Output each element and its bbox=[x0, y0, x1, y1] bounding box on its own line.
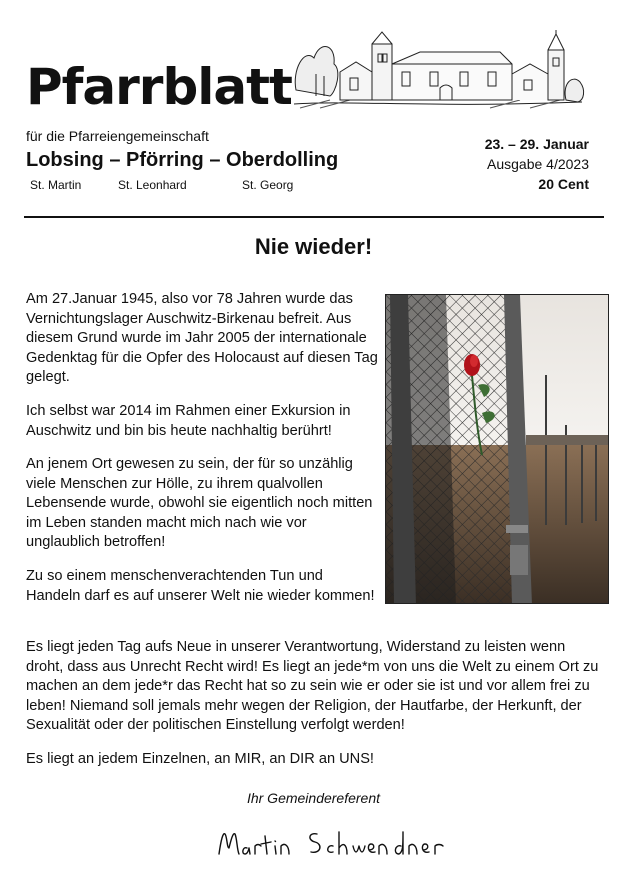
article-paragraph: Es liegt an jedem Einzelnen, an MIR, an DIR an UNS! bbox=[26, 751, 374, 767]
issue-edition: Ausgabe 4/2023 bbox=[487, 156, 589, 172]
article-signoff: Ihr Gemeindereferent bbox=[246, 790, 381, 806]
issue-date-range: 23. – 29. Januar bbox=[484, 136, 589, 152]
article-paragraph: An jenem Ort gewesen zu sein, der für so unzählig viele Menschen zur Hölle, zu ihrem qualvollen Lebensende wurde, obwohl sie eigentlich noch mitten im Leben standen macht mich nach wie vor unglaublich betroffen! bbox=[26, 456, 373, 550]
issue-info bbox=[485, 134, 589, 194]
parish-names: Lobsing – Pförring – Oberdolling bbox=[26, 149, 339, 171]
article-paragraph: Am 27.Januar 1945, also vor 78 Jahren wurde das Vernichtungslager Auschwitz-Birkenau befreit. Aus diesem Grund wurde im Jahr 2005 der internationale Gedenktag für die Opfer des Holocaust auf diesen Tag gelegt. bbox=[26, 291, 378, 385]
article-paragraph: Zu so einem menschenverachtenden Tun und Handeln darf es auf unserer Welt nie wieder kommen! bbox=[26, 568, 375, 604]
saint-leonhard: St. Leonhard bbox=[118, 178, 187, 192]
auschwitz-fence-rose-photo bbox=[385, 294, 609, 604]
article-paragraph: Es liegt jeden Tag aufs Neue in unserer Verantwortung, Widerstand zu leisten wenn droht, dass aus Unrecht Recht wird! Es liegt an jede*m von uns die Welt zu einem Ort zu machen an dem jede*r das Recht hat so zu sein wie er oder sie ist und vor allem frei zu leben! Niemand soll jemals mehr wegen der Religion, der Hautfarbe, der Herkunft, der Sexualität oder der politischen Einstellung verfolgt werden! bbox=[26, 639, 599, 733]
handwritten-signature-icon bbox=[215, 822, 447, 864]
article-headline: Nie wieder! bbox=[254, 234, 373, 259]
saint-georg: St. Georg bbox=[242, 178, 294, 192]
article-paragraph: Ich selbst war 2014 im Rahmen einer Exkursion in Auschwitz und bin bis heute nachhaltig berührt! bbox=[26, 403, 351, 439]
saint-martin: St. Martin bbox=[30, 178, 82, 192]
church-illustration-icon bbox=[290, 30, 586, 110]
header-divider bbox=[24, 216, 604, 218]
masthead-subtitle: für die Pfarreiengemeinschaft bbox=[26, 128, 209, 144]
issue-price: 20 Cent bbox=[538, 176, 589, 192]
masthead-title: Pfarrblatt bbox=[26, 58, 292, 116]
